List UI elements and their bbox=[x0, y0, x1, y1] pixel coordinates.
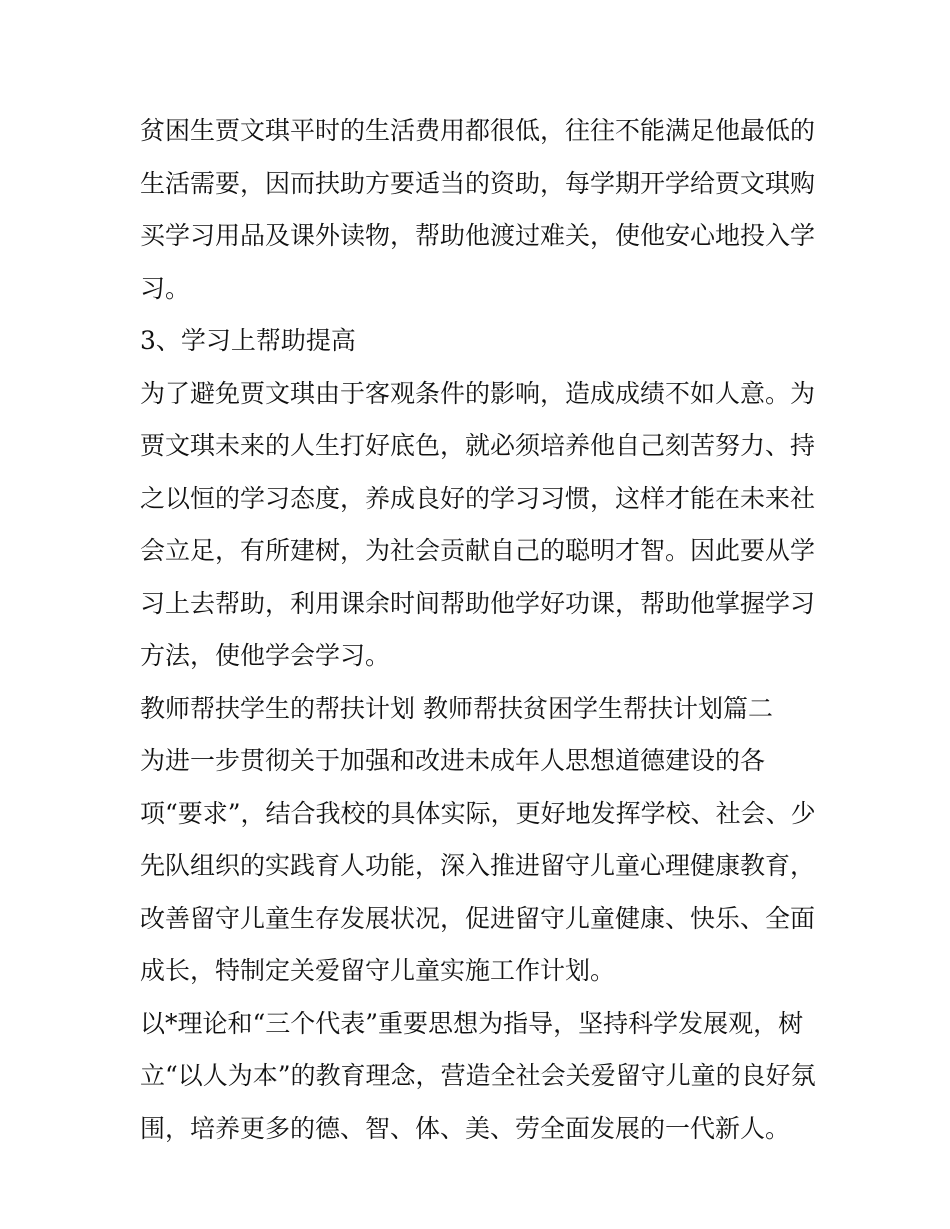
text-line: 立“以人为本”的教育理念，营造全社会关爱留守儿童的良好氛 bbox=[140, 1061, 816, 1090]
section-title: 教师帮扶学生的帮扶计划 教师帮扶贫困学生帮扶计划篇二 bbox=[140, 693, 773, 723]
text-line: 为了避免贾文琪由于客观条件的影响，造成成绩不如人意。为 bbox=[140, 378, 816, 408]
text-line: 先队组织的实践育人功能，深入推进留守儿童心理健康教育， bbox=[140, 851, 816, 880]
text-line: 改善留守儿童生存发展状况，促进留守儿童健康、快乐、全面 bbox=[140, 903, 816, 933]
text-line: 成长，特制定关爱留守儿童实施工作计划。 bbox=[140, 956, 616, 985]
text-line: 贫困生贾文琪平时的生活费用都很低，往往不能满足他最低的 bbox=[140, 116, 816, 145]
text-line: 习上去帮助，利用课余时间帮助他学好功课，帮助他掌握学习 bbox=[140, 588, 816, 618]
text-line: 方法，使他学会学习。 bbox=[140, 641, 391, 670]
text-line: 会立足，有所建树，为社会贡献自己的聪明才智。因此要从学 bbox=[140, 536, 816, 565]
text-line: 习。 bbox=[140, 273, 191, 303]
text-line: 之以恒的学习态度，养成良好的学习习惯，这样才能在未来社 bbox=[140, 483, 816, 513]
text-line: 以*理论和“三个代表”重要思想为指导，坚持科学发展观，树 bbox=[140, 1008, 804, 1038]
text-line: 生活需要，因而扶助方要适当的资助，每学期开学给贾文琪购 bbox=[140, 168, 816, 198]
text-line: 项“要求”，结合我校的具体实际，更好地发挥学校、社会、少 bbox=[140, 798, 816, 828]
text-line: 买学习用品及课外读物，帮助他渡过难关，使他安心地投入学 bbox=[140, 221, 816, 250]
section-heading: 3、学习上帮助提高 bbox=[140, 326, 356, 355]
text-line: 为进一步贯彻关于加强和改进未成年人思想道德建设的各 bbox=[140, 746, 766, 775]
text-line: 围，培养更多的德、智、体、美、劳全面发展的一代新人。 bbox=[140, 1113, 791, 1143]
text-line: 贾文琪未来的人生打好底色，就必须培养他自己刻苦努力、持 bbox=[140, 431, 816, 460]
document-body bbox=[140, 105, 820, 1155]
